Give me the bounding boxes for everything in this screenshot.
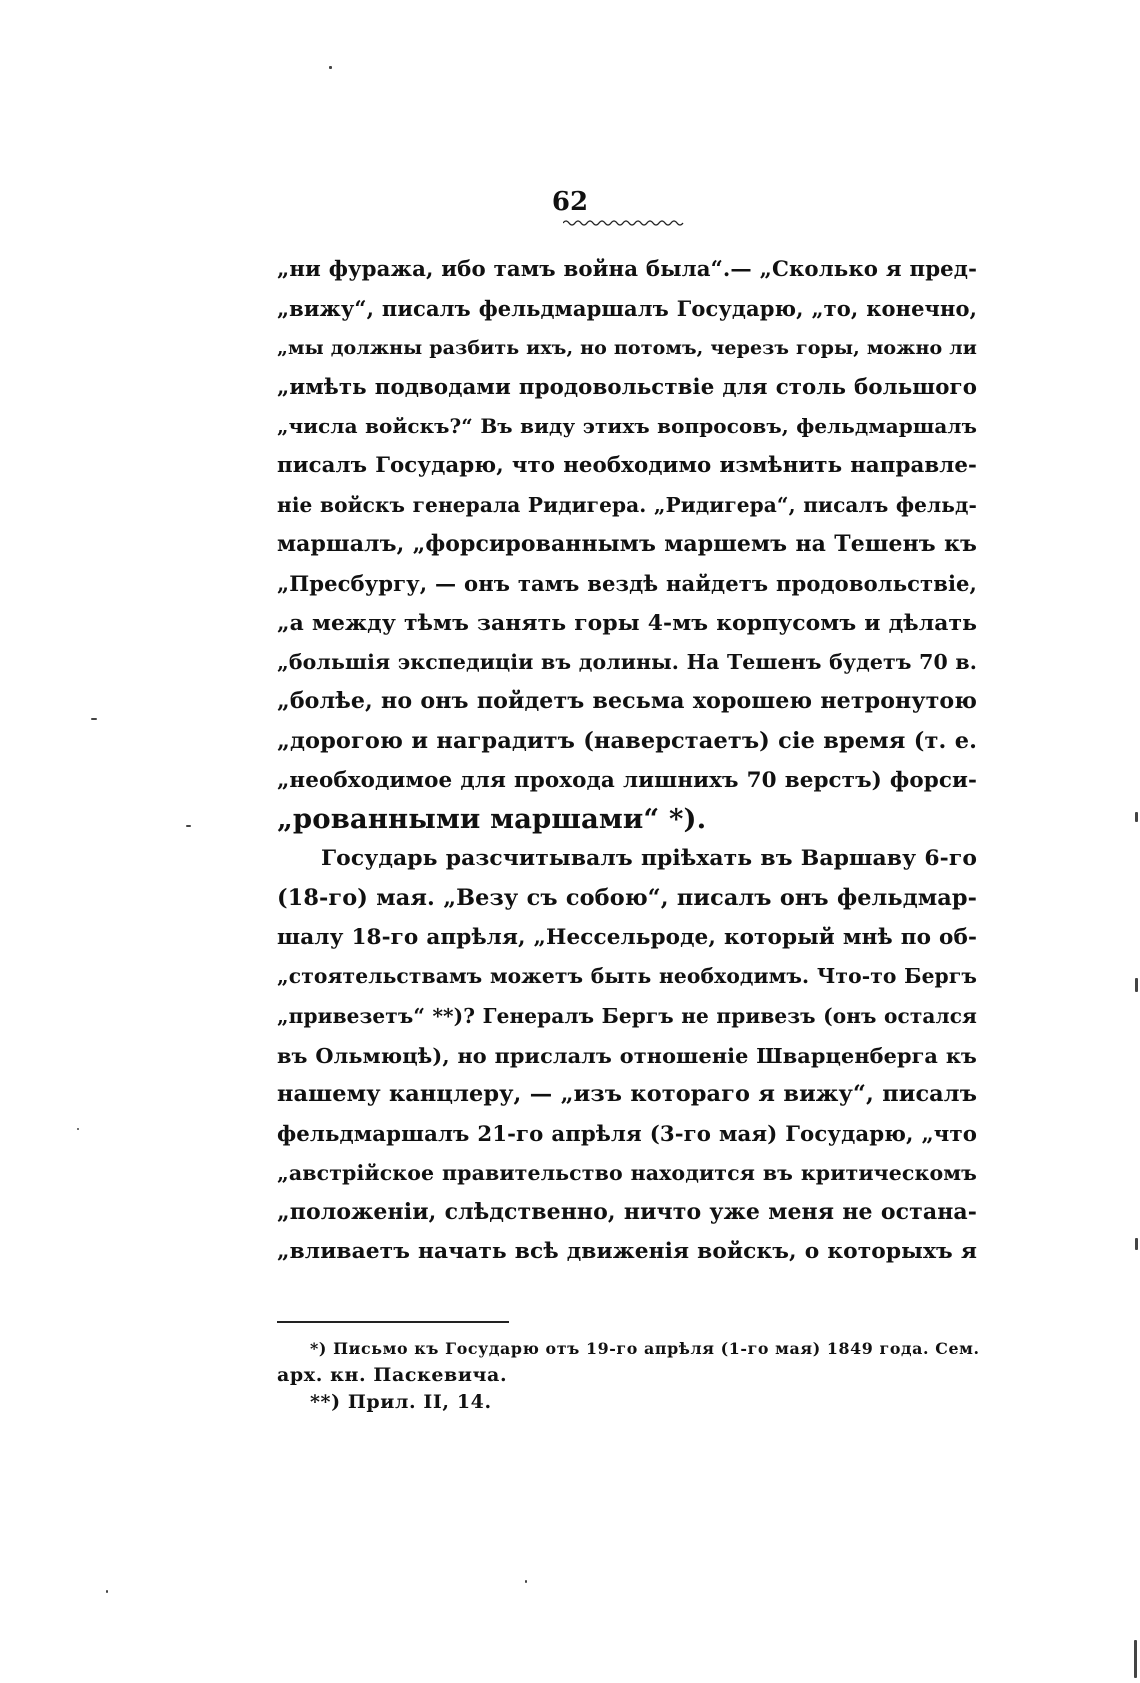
text-line: писалъ Государю, что необходимо измѣнить направле-	[277, 453, 977, 479]
text-line: нашему канцлеру, — „изъ котораго я вижу“, писалъ	[277, 1081, 977, 1108]
scan-speck	[91, 718, 97, 720]
text-line: „вливаетъ начать всѣ движенія войскъ, о которыхъ я	[277, 1239, 977, 1265]
text-line: „мы должны разбить ихъ, но потомъ, черезъ горы, можно ли	[277, 336, 977, 359]
text-line: „большія экспедиціи въ долины. На Тешенъ будетъ 70 в.	[277, 649, 977, 674]
text-line: „привезетъ“ **)? Генералъ Бергъ не привезъ (онъ остался	[277, 1003, 977, 1028]
text-line: „Пресбургу, — онъ тамъ вездѣ найдетъ продовольствіе,	[277, 571, 977, 597]
scan-speck	[77, 1128, 79, 1130]
scan-speck	[1135, 1238, 1138, 1250]
scan-speck	[186, 825, 191, 827]
page-number-ornament	[563, 218, 685, 228]
scan-speck	[525, 1580, 527, 1583]
text-line: „положеніи, слѣдственно, ничто уже меня не остана-	[277, 1199, 977, 1226]
text-line: „числа войскъ?“ Въ виду этихъ вопросовъ, фельдмаршалъ	[277, 414, 977, 439]
text-line: Государь разсчитывалъ пріѣхать въ Варшаву 6-го	[321, 845, 977, 872]
scan-speck	[329, 66, 332, 69]
body-text	[277, 250, 977, 1272]
text-line: (18-го) мая. „Везу съ собою“, писалъ онъ фельдмар-	[277, 884, 977, 911]
text-line: „дорогою и наградитъ (наверстаетъ) сіе время (т. е.	[277, 727, 977, 754]
text-line: „австрійское правительство находится въ критическомъ	[277, 1160, 977, 1185]
text-line: въ Ольмюцѣ), но прислалъ отношеніе Шварценберга къ	[277, 1042, 977, 1068]
footnote-line: арх. кн. Паскевича.	[277, 1364, 508, 1386]
text-line: „необходимое для прохода лишнихъ 70 верстъ) форси-	[277, 767, 977, 793]
scan-speck	[1135, 978, 1138, 992]
text-line: „имѣть подводами продовольствіе для столь большого	[277, 374, 977, 400]
footnote-line: **) Прил. II, 14.	[310, 1391, 492, 1413]
text-line: фельдмаршалъ 21-го апрѣля (3-го мая) Государю, „что	[277, 1121, 977, 1147]
text-line: „болѣе, но онъ пойдетъ весьма хорошею нетронутою	[277, 688, 977, 715]
text-line: „вижу“, писалъ фельдмаршалъ Государю, „то, конечно,	[277, 296, 977, 322]
text-line: маршалъ, „форсированнымъ маршемъ на Тешенъ къ	[277, 531, 977, 558]
scan-speck	[1134, 1640, 1137, 1678]
text-line: „а между тѣмъ занять горы 4-мъ корпусомъ и дѣлать	[277, 609, 977, 636]
footnote-rule	[277, 1321, 509, 1323]
text-line: ніе войскъ генерала Ридигера. „Ридигера“, писалъ фельд-	[277, 492, 977, 517]
footnotes	[277, 1335, 980, 1416]
scan-speck	[1135, 812, 1138, 822]
text-line: „ни фуража, ибо тамъ война была“.— „Сколько я пред-	[277, 257, 977, 282]
text-line: „рованными маршами“ *).	[277, 803, 707, 836]
scan-speck	[106, 1590, 108, 1593]
text-line: шалу 18-го апрѣля, „Нессельроде, который мнѣ по об-	[277, 925, 977, 951]
footnote-line: *) Письмо къ Государю отъ 19-го апрѣля (1-го мая) 1849 года. Сем.	[310, 1339, 980, 1358]
page-number: 62	[551, 187, 589, 217]
text-line: „стоятельствамъ можетъ быть необходимъ. Что-то Бергъ	[277, 964, 977, 989]
